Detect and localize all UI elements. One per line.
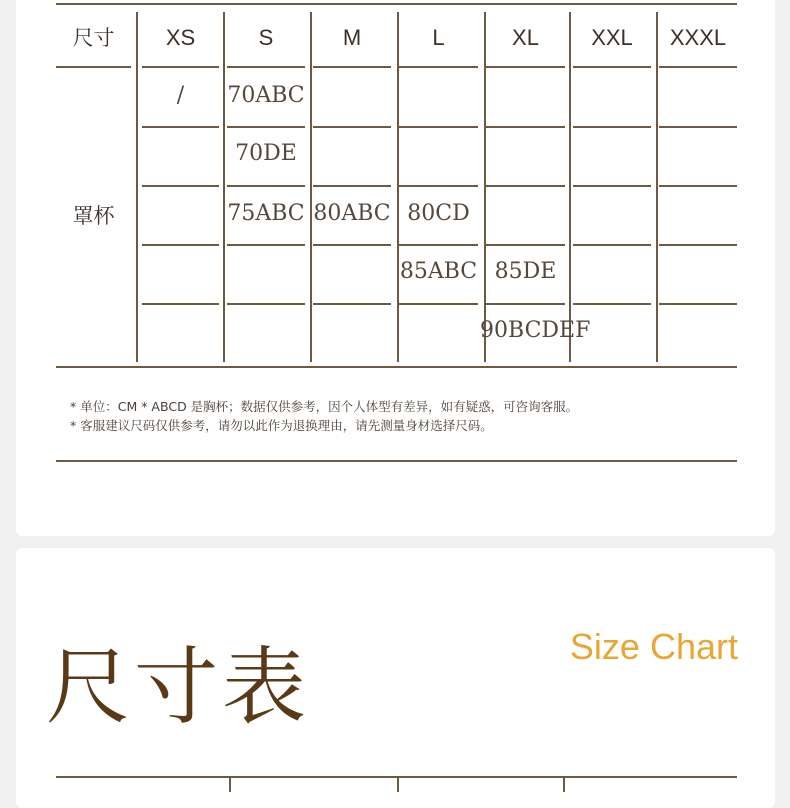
note-advice: * 客服建议尺码仅供参考，请勿以此作为退换理由，请先测量身材选择尺码。: [70, 418, 493, 433]
cup-row-label: 罩杯: [72, 204, 115, 228]
row-separator: [142, 185, 219, 187]
header-underline: [659, 66, 737, 68]
table-top-line: [56, 3, 737, 5]
size-header: 尺寸: [72, 26, 115, 50]
row-separator: [142, 303, 219, 305]
row-separator: [313, 244, 391, 246]
size-header-l: L: [432, 25, 445, 50]
row-separator: [227, 244, 305, 246]
size-header-xs: XS: [165, 25, 196, 50]
row-separator: [573, 126, 651, 128]
row-separator: [313, 126, 391, 128]
row-separator: [573, 303, 651, 305]
row-separator: [142, 244, 219, 246]
table-cell: 85DE: [494, 259, 557, 284]
size-header-xl: XL: [512, 25, 539, 50]
header-underline: [573, 66, 651, 68]
size-header-xxl: XXL: [591, 25, 633, 50]
row-separator: [486, 185, 565, 187]
row-separator: [227, 303, 305, 305]
size-header-xxxl: XXXL: [669, 25, 727, 50]
table-cell: 80ABC: [313, 201, 391, 226]
size-header-m: M: [342, 25, 362, 50]
table-cell: 75ABC: [227, 201, 305, 226]
table-cell: 80CD: [407, 201, 470, 226]
size-chart-title-en: Size Chart: [569, 626, 738, 667]
row-separator: [573, 185, 651, 187]
row-separator: [399, 303, 478, 305]
table-bottom-line: [56, 366, 737, 368]
table-cell: /: [176, 83, 185, 108]
row-separator: [142, 126, 219, 128]
table-cell: 70DE: [235, 141, 297, 166]
row-separator: [313, 303, 391, 305]
table-cell: 70ABC: [227, 83, 305, 108]
column-divider: [656, 12, 658, 362]
row-separator: [659, 244, 737, 246]
column-divider: [136, 12, 138, 362]
row-separator: [659, 126, 737, 128]
row-separator: [486, 126, 565, 128]
row-separator: [573, 244, 651, 246]
header-underline: [399, 66, 478, 68]
header-underline: [56, 66, 131, 68]
table-cell: 85ABC: [399, 259, 478, 284]
table-cell: 90BCDEF: [480, 318, 591, 343]
header-underline: [313, 66, 391, 68]
notes-bottom-line: [56, 460, 737, 462]
row-separator: [659, 303, 737, 305]
size-header-s: S: [258, 25, 274, 50]
header-underline: [486, 66, 565, 68]
note-unit: * 单位：CM * ABCD 是胸杯；数据仅供参考，因个人体型有差异，如有疑惑，可咨询客服。: [70, 399, 579, 414]
size-chart-title-cn: 尺寸表: [46, 638, 311, 736]
row-separator: [659, 185, 737, 187]
row-separator: [399, 126, 478, 128]
